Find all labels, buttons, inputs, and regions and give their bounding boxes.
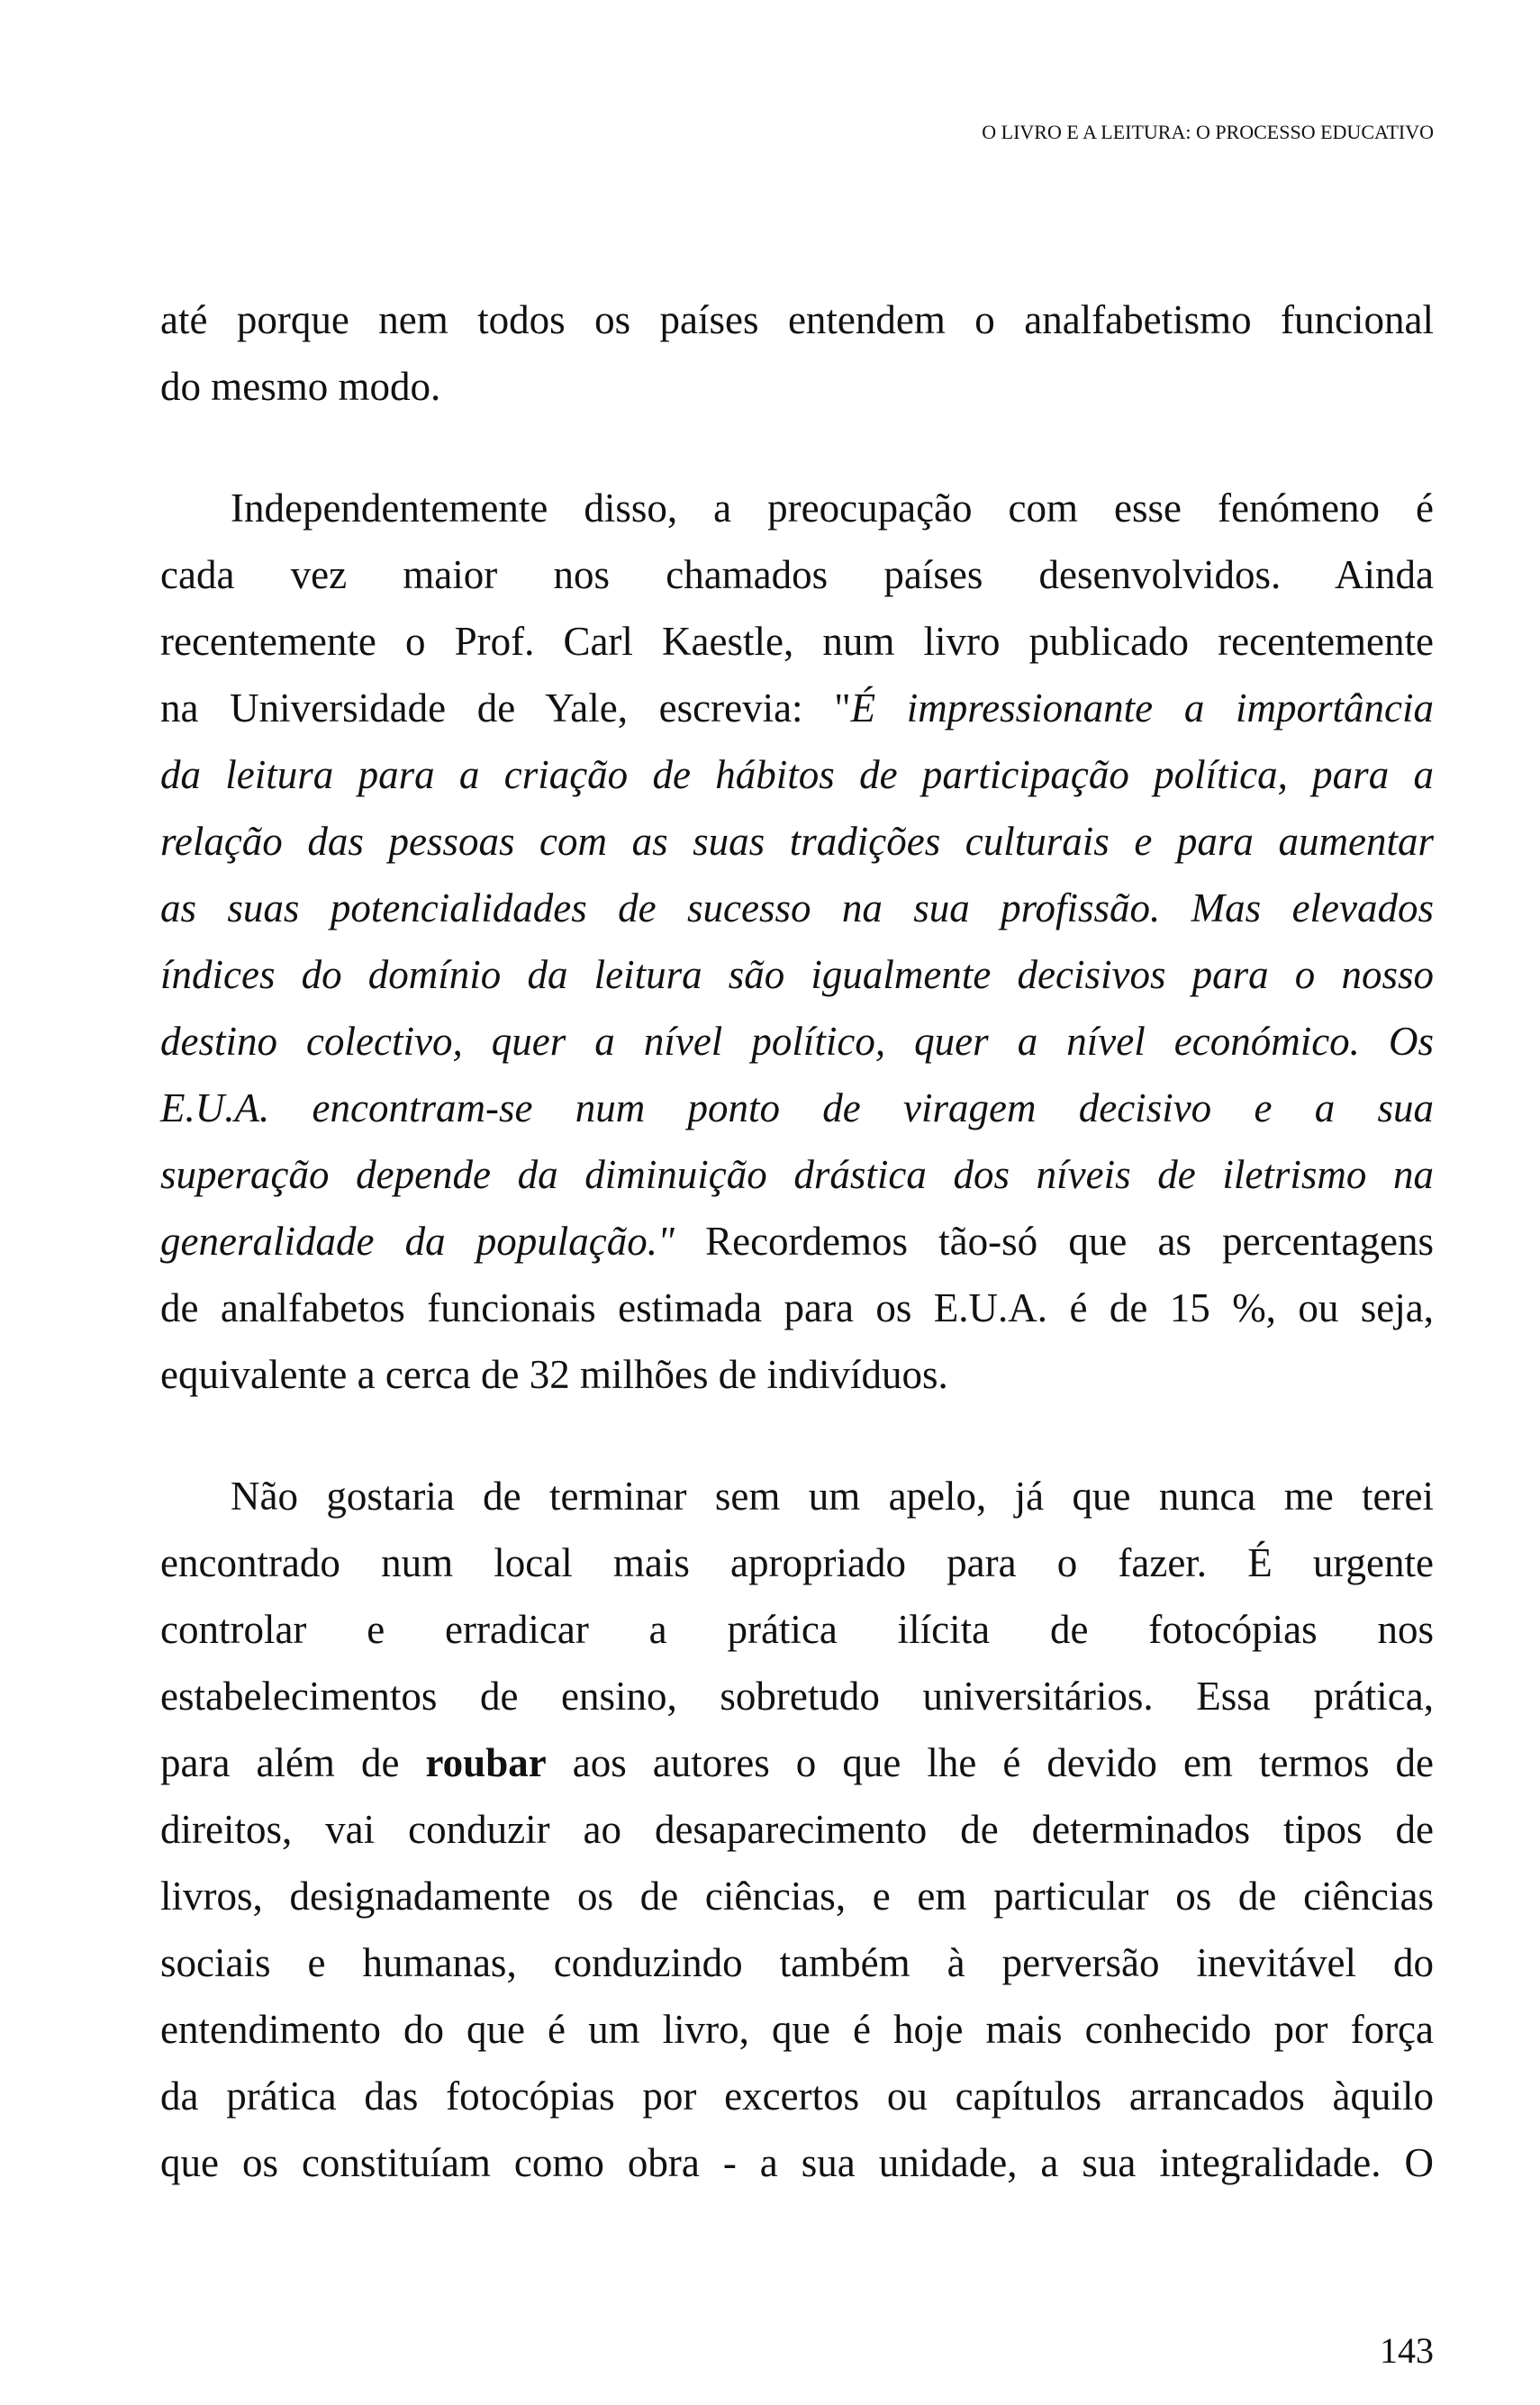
text-segment: do mesmo modo. [160, 364, 441, 409]
text-segment: de analfabetos funcionais estimada para os E.U.A. é de 15 %, ou seja, [160, 1285, 1434, 1330]
text-line [160, 808, 1434, 875]
text-segment: equivalente a cerca de 32 milhões de indivíduos. [160, 1352, 948, 1397]
text-line [160, 1463, 1434, 1529]
text-segment: para além de [160, 1740, 426, 1785]
text-line [160, 675, 1434, 741]
text-line [160, 286, 1434, 353]
text-segment: direitos, vai conduzir ao desaparecimento de determinados tipos de [160, 1807, 1434, 1852]
text-segment: na Universidade de Yale, escrevia: " [160, 685, 851, 731]
text-line [160, 741, 1434, 808]
italic-text: É impressionante a importância [850, 685, 1435, 731]
bold-text: roubar [425, 1740, 547, 1785]
running-header: O LIVRO E A LEITURA: O PROCESSO EDUCATIVO [982, 121, 1434, 143]
text-segment: livros, designadamente os de ciências, e em particular os de ciências [160, 1874, 1434, 1919]
text-line [160, 475, 1434, 541]
italic-text: superação depende da diminuição drástica dos níveis de iletrismo na [160, 1152, 1434, 1197]
text-line [160, 1596, 1434, 1663]
text-segment: estabelecimentos de ensino, sobretudo universitários. Essa prática, [160, 1674, 1434, 1719]
text-line [160, 608, 1434, 675]
text-segment: Não gostaria de terminar sem um apelo, já que nunca me terei [231, 1474, 1434, 1519]
text-segment: da prática das fotocópias por excertos ou capítulos arrancados àquilo [160, 2074, 1434, 2119]
text-line [160, 1863, 1434, 1929]
italic-text: as suas potencialidades de sucesso na sua profissão. Mas elevados [160, 885, 1434, 930]
text-line [160, 1663, 1434, 1729]
text-segment: que os constituíam como obra - a sua unidade, a sua integralidade. O [160, 2140, 1434, 2185]
text-line [160, 1796, 1434, 1863]
text-line [160, 541, 1434, 608]
text-segment: Recordemos tão-só que as percentagens [674, 1219, 1434, 1264]
italic-text: generalidade da população." [160, 1219, 675, 1264]
text-segment: cada vez maior nos chamados países desenvolvidos. Ainda [160, 552, 1434, 597]
text-line [160, 1996, 1434, 2063]
text-line [160, 1208, 1434, 1275]
text-line [160, 353, 1434, 420]
text-line [160, 1929, 1434, 1996]
text-segment: até porque nem todos os países entendem o analfabetismo funcional [160, 297, 1434, 342]
text-line [160, 1008, 1434, 1075]
text-line [160, 1275, 1434, 1341]
text-segment: sociais e humanas, conduzindo também à perversão inevitável do [160, 1940, 1434, 1985]
text-segment: encontrado num local mais apropriado para o fazer. É urgente [160, 1540, 1434, 1585]
text-segment: aos autores o que lhe é devido em termos de [546, 1740, 1434, 1785]
text-line [160, 1529, 1434, 1596]
italic-text: da leitura para a criação de hábitos de participação política, para a [160, 752, 1434, 797]
text-line [160, 941, 1434, 1008]
text-segment: recentemente o Prof. Carl Kaestle, num livro publicado recentemente [160, 619, 1434, 664]
italic-text: relação das pessoas com as suas tradições culturais e para aumentar [160, 819, 1434, 864]
text-line [160, 1075, 1434, 1141]
text-line [160, 1729, 1434, 1796]
text-line [160, 1341, 1434, 1408]
italic-text: índices do domínio da leitura são igualmente decisivos para o nosso [160, 952, 1434, 997]
text-line [160, 875, 1434, 941]
text-line [160, 2063, 1434, 2129]
italic-text: E.U.A. encontram-se num ponto de viragem decisivo e a sua [160, 1085, 1434, 1130]
text-line [160, 1141, 1434, 1208]
paragraph-3 [160, 1463, 1434, 2196]
text-line [160, 2129, 1434, 2196]
text-segment: controlar e erradicar a prática ilícita de fotocópias nos [160, 1607, 1434, 1652]
text-segment: Independentemente disso, a preocupação com esse fenómeno é [231, 486, 1434, 531]
paragraph-2 [160, 475, 1434, 1408]
paragraph-1 [160, 286, 1434, 420]
page-number: 143 [1380, 2330, 1434, 2371]
text-segment: entendimento do que é um livro, que é hoje mais conhecido por força [160, 2007, 1434, 2052]
italic-text: destino colectivo, quer a nível político, quer a nível económico. Os [160, 1019, 1434, 1064]
